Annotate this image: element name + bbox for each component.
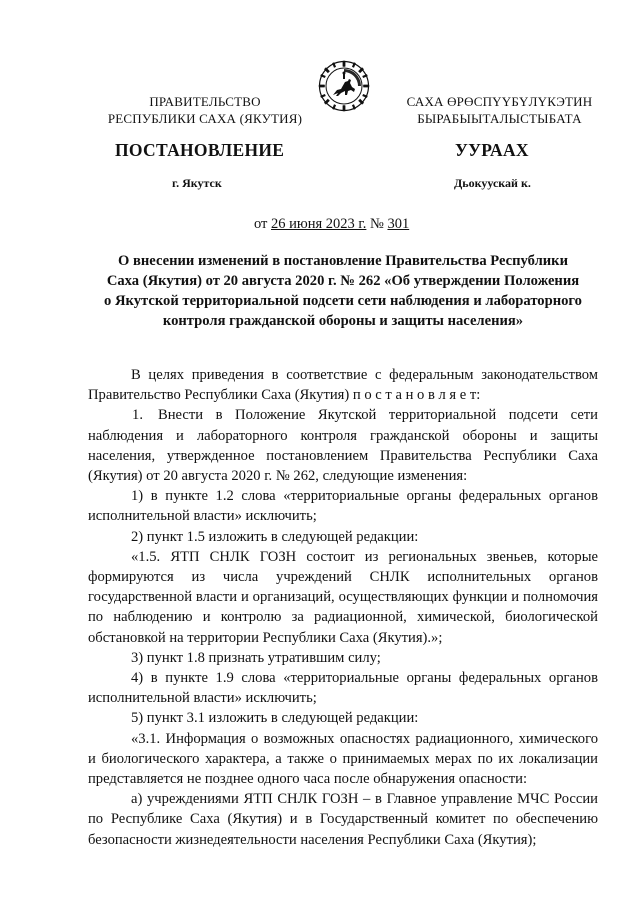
doc-type-ru: ПОСТАНОВЛЕНИЕ [115,140,285,160]
decree-number: 301 [387,216,410,232]
paragraph: 1) в пункте 1.2 слова «территориальные органы федеральных органов исполнительной власти» исключить; [88,488,598,525]
paragraph: 5) пункт 3.1 изложить в следующей редакции: [131,710,419,727]
title-line: контроля гражданской обороны и защиты населения» [162,313,524,329]
paragraph: В целях приведения в соответствие с федеральным законодательством Правительство Республики Саха (Якутия) п о с т а н о в л я е т: [88,367,598,404]
title-line: Саха (Якутия) от 20 августа 2020 г. № 262 «Об утверждении Положения [106,273,580,289]
city-ru: г. Якутск [172,176,222,190]
paragraph: «1.5. ЯТП СНЛК ГОЗН состоит из региональных звеньев, которые формируются из числа учреждений СНЛК исполнительных органов государственной власти и организаций, осуществляющих функции и полномочия по наблюдению и контролю за радиационной, химической, биологической обстановкой на территории Республики Саха (Якутия).»; [88,548,598,646]
paragraph-numbered [88,405,598,486]
paragraph-text: Внести в Положение Якутской территориальной подсети сети наблюдения и лабораторного контроля гражданской обороны и защиты населения, утвержденное постановлением Правительства Республики Саха (Якутия) от 20 августа 2020 г. № 262, следующие изменения: [88,407,598,485]
paragraph: а) учреждениями ЯТП СНЛК ГОЗН – в Главное управление МЧС России по Республике Саха (Якутия) и в Государственный комитет по обеспечению безопасности жизнедеятельности населения Республики Саха (Якутия); [88,791,598,848]
paragraph: 2) пункт 1.5 изложить в следующей редакции: [131,528,419,545]
government-name-ru-line2: РЕСПУБЛИКИ САХА (ЯКУТИЯ) [107,111,303,126]
city-sakha: Дьокуускай к. [454,176,531,190]
decree-body [88,365,598,850]
government-name-sakha-line1: САХА ӨРӨСПҮҮБҮЛҮКЭТИН [406,94,593,109]
decree-title [88,251,598,331]
title-line: о Якутской территориальной подсети сети наблюдения и лабораторного [104,293,582,309]
paragraph: «3.1. Информация о возможных опасностях радиационного, химического и биологического характера, а также о принимаемых мерах по их локализации представляется не позднее одного часа после обнаружения опасности: [88,730,598,788]
paragraph: 3) пункт 1.8 признать утратившим силу; [131,649,381,666]
paragraph-number: 1. [132,407,143,424]
government-name-sakha-line2: БЫРАБЫЫТАЛЫСТЫБАТА [417,111,582,126]
date-line [254,216,409,233]
paragraph: 4) в пункте 1.9 слова «территориальные органы федеральных органов исполнительной власти» исключить; [88,670,598,707]
doc-type-sakha: УУРААХ [455,140,529,160]
title-line: О внесении изменений в постановление Правительства Республики [118,253,568,269]
decree-date: 26 июня 2023 г. [271,216,367,232]
government-name-ru [100,93,310,127]
date-prefix: от [254,216,272,232]
sakha-coat-of-arms-icon [318,60,370,112]
government-name-sakha [392,93,607,127]
number-sign: № [366,216,388,232]
government-name-ru-line1: ПРАВИТЕЛЬСТВО [149,94,261,109]
